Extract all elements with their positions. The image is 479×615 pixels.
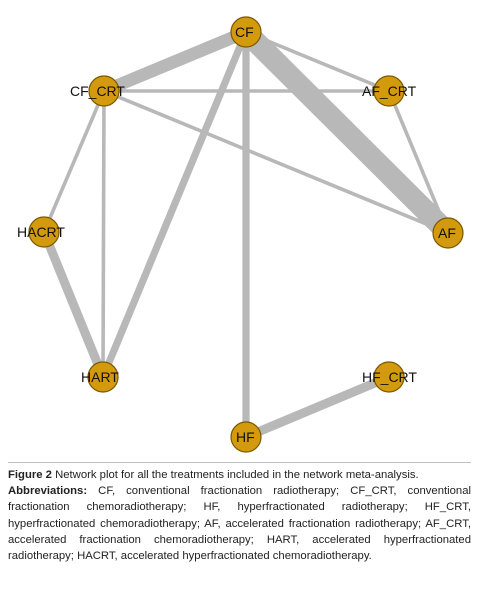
node-label: CF xyxy=(235,24,254,40)
node-af-crt xyxy=(362,76,417,106)
node-af xyxy=(433,218,463,248)
node-hart xyxy=(81,362,119,392)
figure-label: Figure 2 xyxy=(8,469,52,481)
node-label: AF_CRT xyxy=(362,83,417,99)
node-label: HF_CRT xyxy=(362,369,417,385)
node-label: HF xyxy=(236,429,255,445)
edge-hacrt-hart xyxy=(44,232,103,377)
edge-hf-hf-crt xyxy=(246,377,389,437)
abbreviations-line xyxy=(8,483,471,564)
figure-title-line xyxy=(8,467,471,483)
node-label: AF xyxy=(438,225,456,241)
node-label: HACRT xyxy=(17,224,65,240)
node-hacrt xyxy=(17,217,65,247)
node-hf xyxy=(231,422,261,452)
edge-cf-crt-hacrt xyxy=(44,91,104,232)
figure-text: Network plot for all the treatments included in the network meta-analysis. xyxy=(55,469,419,481)
edge-cf-crt-hart xyxy=(103,91,104,377)
edge-cf-af xyxy=(246,32,448,233)
node-layer xyxy=(17,17,463,452)
node-label: HART xyxy=(81,369,119,385)
figure-caption xyxy=(8,462,471,564)
abbreviations-text: CF, conventional fractionation radiotherapy; CF_CRT, conventional fractionation chemoradiotherapy; HF, hyperfractionated radiotherapy; HF_CRT, hyperfractionated chemoradiotherapy; AF, accelerated fractionation radiotherapy; AF_CRT, accelerated fractionation chemoradiotherapy; HART, accelerated hyperfractionated radiotherapy; HACRT, accelerated hyperfractionated chemoradiotherapy. xyxy=(8,485,471,563)
abbreviations-label: Abbreviations: xyxy=(8,485,88,498)
node-cf xyxy=(231,17,261,47)
node-label: CF_CRT xyxy=(70,83,125,99)
